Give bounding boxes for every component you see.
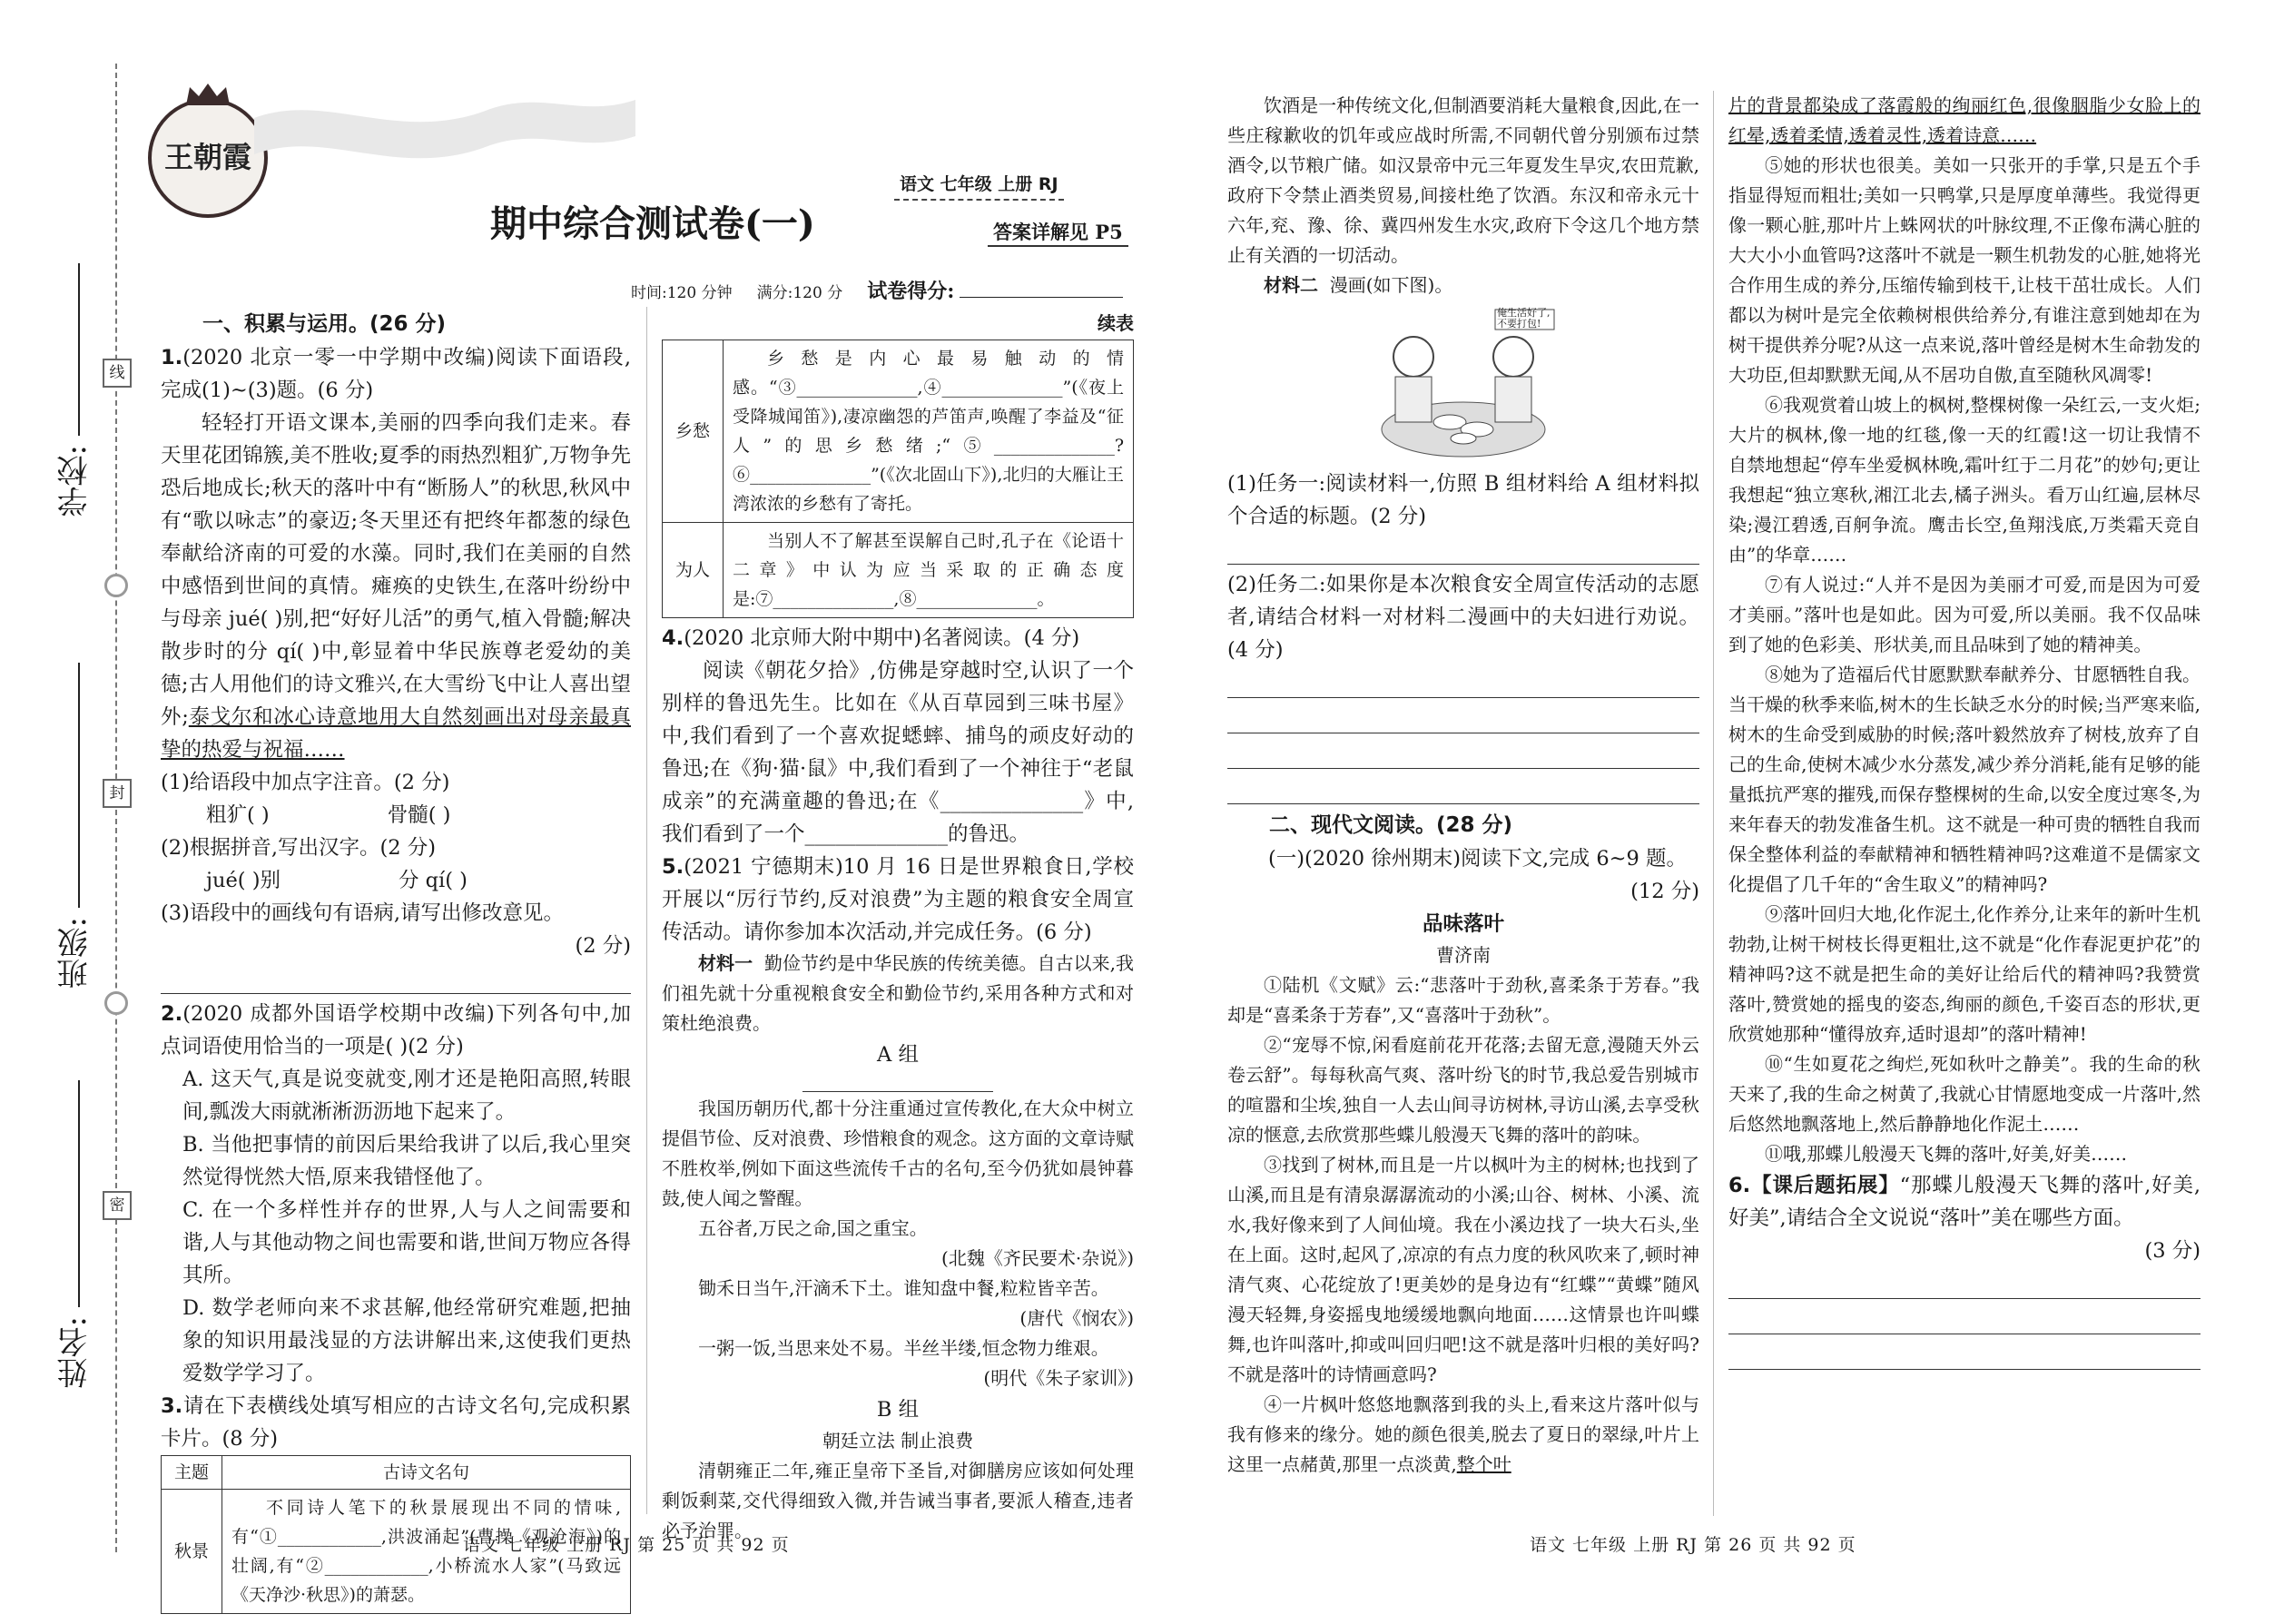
article-para-6: ⑥我观赏着山坡上的枫树,整棵树像一朵红云,一支火炬;大片的枫林,像一地的红毯,像一天的红霞!这一切让我情不自禁地想起“停车坐爱枫林晚,霜叶红于二月花”的妙句;更让我想起“独立寒秋,湘江北去,橘子洲头。看万山红遍,层林尽染;漫江碧透,百舸争流。鹰击长空,鱼翔浅底,万类霜天竞自由”的华章…… (1728, 394, 2200, 566)
q1-sub1-b[interactable]: 骨髓( ) (387, 803, 451, 827)
q1-sub2: (2)根据拼音,写出汉字。(2 分) (161, 836, 437, 860)
section-heading: 一、积累与运用。(26 分) (202, 312, 447, 336)
group-a-quote-3: 一粥一饭,当思来处不易。半丝半缕,恒念物力维艰。 (698, 1337, 1109, 1359)
article-title: 品味落叶 (1422, 912, 1504, 936)
score-field[interactable] (960, 275, 1123, 298)
article-para-3: ③找到了树林,而且是一片以枫叶为主的树林;也找到了山溪,而且是有清泉潺潺流动的小溪;山谷、树林、小溪、流水,我好像来到了人间仙境。我在小溪边找了一块大石头,坐在上面。这时,起风了,凉凉的有点力度的秋风吹来了,顿时神清气爽、心花绽放了!更美妙的是身边有“红蝶”“黄蝶”随风漫天轻舞,身姿摇曳地缓缓地飘向地面……这情景也许叫蝶舞,也许叫落叶,抑或叫回归吧!这不就是落叶归根的美好吗?不就是落叶的诗情画意吗? (1227, 1154, 1699, 1385)
name-field[interactable] (78, 1080, 80, 1307)
class-label: 班级: (57, 917, 94, 989)
header-meta (631, 275, 1123, 304)
q1-sub3-points: (2 分) (575, 934, 631, 958)
footer-left: 语文 七年级 上册 RJ 第 25 页 共 92 页 (463, 1535, 790, 1555)
subject-badge: 语文 七年级 上册 RJ (894, 171, 1064, 201)
answer-line[interactable] (161, 962, 631, 994)
article-para-2: ②“宠辱不惊,闲看庭前花开花落;去留无意,漫随天外云卷云舒”。每每秋高气爽、落叶纷飞的时节,我总爱告别城市的喧嚣和尘埃,独自一人去山间寻访树林,寻访山溪,去享受秋凉的惬意,去欣赏那些蝶儿般漫天飞舞的落叶的韵味。 (1227, 1034, 1699, 1146)
group-b-heading: B 组 (876, 1398, 920, 1422)
answer-line[interactable] (1728, 1267, 2200, 1299)
article-para-7: ⑦有人说过:“人并不是因为美丽才可爱,而是因为可爱才美丽。”落叶也是如此。因为可爱,所以美丽。我不仅品味到了她的色彩美、形状美,而且品味到了她的精神美。 (1728, 574, 2200, 655)
answer-line[interactable] (1227, 666, 1699, 698)
table-row-text[interactable]: 不同诗人笔下的秋景展现出不同的情味,有“①____________,洪波涌起”(曹操《观沧海》)的壮阔,有“②____________,小桥流水人家”(马致远《天净沙·秋思》)的萧瑟。 (222, 1490, 631, 1614)
article-para-5: ⑤她的形状也很美。美如一只张开的手掌,只是五个手指显得短而粗壮;美如一只鸭掌,只是厚度单薄些。我觉得更像一颗心脏,那叶片上蛛网状的叶脉纹理,不正像布满心脏的大大小小血管吗?这落叶不就是一颗生机勃发的心脏,她将光合作用生成的养分,压缩传输到枝干,让枝干茁壮成长。人们都以为树叶是完全依赖树根供给养分,有谁注意到她却在为树干提供养分呢?从这一点来说,落叶曾经是树木生命勃发的大功臣,但却默默无闻,从不居功自傲,直至随秋风凋零! (1728, 154, 2200, 386)
column-divider (1713, 91, 1714, 1516)
crown-icon (182, 82, 233, 107)
group-a-text: 我国历朝历代,都十分注重通过宣传教化,在大众中树立提倡节俭、反对浪费、珍惜粮食的观念。这方面的文章诗赋不胜枚举,例如下面这些流传千古的名句,至今仍犹如晨钟暮鼓,使人闻之警醒。 (662, 1097, 1134, 1209)
binding-ring-icon (104, 991, 128, 1015)
article-para-9: ⑨落叶回归大地,化作泥土,化作养分,让来年的新叶生机勃勃,让树干树枝长得更粗壮,这不就是“化作春泥更护花”的精神吗?这不就是把生命的美好让给后代的精神吗?我赞赏落叶,赞赏她的摇曳的姿态,绚丽的颜色,千姿百态的形状,更欣赏她那种“懂得放弃,适时退却”的落叶精神! (1728, 903, 2200, 1045)
q1-passage: 轻轻打开语文课本,美丽的四季向我们走来。春天里花团锦簇,美不胜收;夏季的雨热烈粗犷,万物争先恐后地成长;秋天的落叶中有“断肠人”的秋思,秋风中有“歌以咏志”的豪迈;冬天里还有把终年都葱的绿色奉献给济南的可爱的水藻。同时,我们在美丽的自然中感悟到世间的真情。瘫痪的史铁生,在落叶纷纷中与母亲 jué( )别,把“好好儿活”的勇气,植入骨髓;解决散步时的分 qí( )中,彰显着中华民族尊老爱幼的美德;古人用他们的诗文雅兴,在大雪纷飞中让人喜出望外;泰戈尔和冰心诗意地用大自然刻画出对母亲最真挚的热爱与祝福…… (161, 411, 631, 762)
q1-number: 1. (161, 346, 183, 369)
q1-sub1: (1)给语段中加点字注音。(2 分) (161, 771, 450, 794)
group-a-heading: A 组 (877, 1043, 919, 1067)
ribbon-decoration (254, 82, 635, 212)
table-row-label: 秋景 (162, 1490, 222, 1614)
cartoon-image (1359, 302, 1568, 466)
material-1: 材料一 勤俭节约是中华民族的传统美德。自古以来,我们祖先就十分重视粮食安全和勤俭节约,采用各种方式和对策杜绝浪费。 (662, 952, 1135, 1034)
column-divider (646, 307, 647, 1514)
q1-heading: (2020 北京一零一中学期中改编)阅读下面语段,完成(1)~(3)题。(6 分) (161, 346, 631, 402)
group-b-text: 清朝雍正二年,雍正皇帝下圣旨,对御膳房应该如何处理剩饭剩菜,交代得细致入微,并告诫当事者,要派人稽查,违者必予治罪。 (662, 1460, 1134, 1541)
class-field[interactable] (78, 663, 80, 908)
answer-line[interactable] (1227, 737, 1699, 769)
seal-mark-xian: 线 (103, 359, 132, 388)
school-field[interactable] (78, 263, 80, 436)
group-a-source-3: (明代《朱子家训》) (983, 1367, 1134, 1389)
material-2: 材料二 漫画(如下图)。 (1264, 274, 1453, 296)
brand-logo (148, 98, 268, 218)
task-2: (2)任务二:如果你是本次粮食安全周宣传活动的志愿者,请结合材料一对材料二漫画中的夫妇进行劝说。(4 分) (1227, 573, 1699, 662)
brand-name: 王朝霞 (163, 140, 251, 174)
article-para-4: ④一片枫叶悠悠地飘落到我的头上,看来这片落叶似与我有修来的缘分。她的颜色很美,脱去了夏日的翠绿,叶片上这里一点赭黄,那里一点淡黄,整个叶 (1227, 1393, 1699, 1475)
reading-heading: (一)(2020 徐州期末)阅读下文,完成 6~9 题。 (1268, 847, 1687, 871)
q2-heading: (2020 成都外国语学校期中改编)下列各句中,加点词语使用恰当的一项是( )(2 分) (161, 1002, 631, 1058)
q1-sub2-a[interactable]: jué( )别 (206, 869, 281, 892)
article-para-8: ⑧她为了造福后代甘愿默默奉献养分、甘愿牺牲自我。当干燥的秋季来临,树木的生长缺乏水分的时候;当严寒来临,树木的生命受到威胁的时候;落叶毅然放弃了树枝,放弃了自己的生命,使树木减少水分蒸发,减少养分消耗,能有足够的能量抵抗严寒的摧残,而保存整棵树的生命,以安全度过寒冬,为来年春天的勃发准备生机。这不就是一种可贵的牺牲自我而保全整体利益的奉献精神和牺牲精神吗?这难道不是儒家文化提倡了几千年的“舍生取义”的精神吗? (1728, 664, 2200, 895)
q4-passage[interactable]: 阅读《朝花夕拾》,仿佛是穿越时空,认识了一个别样的鲁迅先生。比如在《从百草园到三味书屋》中,我们看到了一个喜欢捉蟋蟀、捕鸟的顽皮好动的鲁迅;在《狗·猫·鼠》中,我们看到了一个神往于“老鼠成亲”的充满童趣的鲁迅;在《______________》中,我们看到了一个______________的鲁迅。 (662, 659, 1134, 846)
q6-number: 6. (1728, 1174, 1751, 1197)
table-row-label: 为人 (663, 523, 724, 618)
table-continued-label: 续表 (1098, 312, 1134, 334)
q2-option-d[interactable]: D. 数学老师向来不求甚解,他经常研究难题,把抽象的知识用最浅显的方法讲解出来,这使我们更热爱数学学习了。 (182, 1296, 631, 1385)
group-b-text-cont: 饮酒是一种传统文化,但制酒要消耗大量粮食,因此,在一些庄稼歉收的饥年或应战时所需,不同朝代曾分别颁布过禁酒令,以节粮广储。如汉景帝中元三年夏发生旱灾,农田荒歉,政府下令禁止酒类贸易,间接杜绝了饮酒。东汉和帝永元十六年,兖、豫、徐、冀四州发生水灾,政府下令这几个地方禁止有关酒的一切活动。 (1227, 94, 1699, 266)
table-header-lines: 古诗文名句 (222, 1456, 631, 1490)
q2-option-a[interactable]: A. 这天气,真是说变就变,刚才还是艳阳高照,转眼间,瓢泼大雨就淅淅沥沥地下起来了。 (182, 1068, 631, 1124)
q6-points: (3 分) (2144, 1239, 2200, 1263)
q6-text: “那蝶儿般漫天飞舞的落叶,好美,好美”,请结合全文说说“落叶”美在哪些方面。 (1728, 1174, 2200, 1230)
q4-number: 4. (662, 626, 684, 650)
q1-sub1-a[interactable]: 粗犷( ) (206, 803, 270, 827)
school-label: 学校: (57, 445, 94, 517)
q6-tag: 【课后题拓展】 (1750, 1174, 1900, 1197)
q2-option-b[interactable]: B. 当他把事情的前因后果给我讲了以后,我心里突然觉得恍然大悟,原来我错怪他了。 (182, 1133, 631, 1189)
answer-line[interactable] (1728, 1303, 2200, 1334)
binding-dotted-line (115, 64, 117, 1552)
answer-line[interactable] (1227, 533, 1699, 565)
answer-line[interactable] (1227, 773, 1699, 804)
reading-points: (12 分) (1630, 880, 1699, 903)
article-para-10: ⑩“生如夏花之绚烂,死如秋叶之静美”。我的生命的秋天来了,我的生命之树黄了,我就心甘情愿地变成一片落叶,然后悠然地飘落地上,然后静静地化作泥土…… (1728, 1053, 2200, 1135)
article-para-11: ⑪哦,那蝶儿般漫天飞舞的落叶,好美,好美…… (1765, 1143, 2128, 1165)
seal-mark-mi: 密 (103, 1191, 132, 1220)
q1-sub3: (3)语段中的画线句有语病,请写出修改意见。 (161, 901, 565, 925)
score-label: 试卷得分: (867, 280, 955, 303)
q2-number: 2. (161, 1002, 183, 1026)
group-a-source-2: (唐代《悯农》) (1019, 1307, 1134, 1329)
column-3 (1227, 91, 1699, 1480)
q3-number: 3. (161, 1394, 183, 1418)
table-header-theme: 主题 (162, 1456, 222, 1490)
name-label: 姓名: (57, 1316, 94, 1389)
group-a-title-line[interactable] (802, 1071, 993, 1092)
table-row-label: 乡愁 (663, 340, 724, 523)
q1-sub2-b[interactable]: 分 qí( ) (399, 869, 468, 892)
group-a-quote-1: 五谷者,万民之命,国之重宝。 (698, 1217, 928, 1239)
q5-number: 5. (662, 855, 684, 879)
article-author: 曹济南 (1436, 944, 1491, 966)
answer-reference: 答案详解见 P5 (988, 218, 1128, 247)
cartoon-speech-bubble: 俺生活好了,不要打包! (1497, 307, 1551, 330)
time-limit: 时间:120 分钟 (631, 284, 733, 302)
answer-line[interactable] (1227, 702, 1699, 733)
group-a-quote-2: 锄禾日当午,汗滴禾下土。谁知盘中餐,粒粒皆辛苦。 (698, 1277, 1109, 1299)
answer-line[interactable] (1728, 1338, 2200, 1370)
group-a-source-1: (北魏《齐民要术·杂说》) (941, 1247, 1134, 1269)
footer-right: 语文 七年级 上册 RJ 第 26 页 共 92 页 (1530, 1535, 1856, 1555)
binding-ring-icon (104, 574, 128, 597)
q2-option-c[interactable]: C. 在一个多样性并存的世界,人与人之间需要和谐,人与其他动物之间也需要和谐,世间万物应各得其所。 (182, 1198, 631, 1287)
q1-underlined-sentence: 泰戈尔和冰心诗意地用大自然刻画出对母亲最真挚的热爱与祝福…… (161, 705, 631, 762)
column-1 (161, 307, 631, 1614)
task-1: (1)任务一:阅读材料一,仿照 B 组材料给 A 组材料拟个合适的标题。(2 分) (1227, 472, 1699, 528)
section-heading: 二、现代文阅读。(28 分) (1269, 813, 1513, 837)
article-para-1: ①陆机《文赋》云:“悲落叶于劲秋,喜柔条于芳春。”我却是“喜柔条于芳春”,又“喜落叶于劲秋”。 (1227, 974, 1699, 1026)
table-row-text[interactable]: 乡愁是内心最易触动的情感。“③______________,④______________”(《夜上受降城闻笛》),凄凉幽怨的芦笛声,唤醒了李益及“征人”的思乡愁绪;“⑤______________?⑥______________”(《次北固山下》),北归的大雁让王湾浓浓的乡愁有了寄托。 (724, 340, 1134, 523)
article-para-4-cont: 片的背景都染成了落霞般的绚丽红色,很像胭脂少女脸上的红晕,透着柔情,透着灵性,透着诗意…… (1728, 94, 2200, 146)
q4-heading: (2020 北京师大附中期中)名著阅读。(4 分) (684, 626, 1080, 650)
seal-mark-feng: 封 (103, 779, 132, 808)
poem-table-continued (662, 340, 1134, 618)
q3-heading: 请在下表横线处填写相应的古诗文名句,完成积累卡片。(8 分) (161, 1394, 631, 1451)
column-4 (1728, 91, 2200, 1373)
q5-heading: (2021 宁德期末)10 月 16 日是世界粮食日,学校开展以“厉行节约,反对浪费”为主题的粮食安全周宣传活动。请你参加本次活动,并完成任务。(6 分) (662, 855, 1134, 944)
column-2 (662, 307, 1134, 1546)
page-title: 期中综合测试卷(一) (490, 202, 815, 245)
table-row-text[interactable]: 当别人不了解甚至误解自己时,孔子在《论语十二章》中认为应当采取的正确态度是:⑦______________,⑧______________。 (724, 523, 1134, 618)
full-score: 满分:120 分 (756, 284, 843, 302)
group-b-title: 朝廷立法 制止浪费 (822, 1430, 974, 1452)
